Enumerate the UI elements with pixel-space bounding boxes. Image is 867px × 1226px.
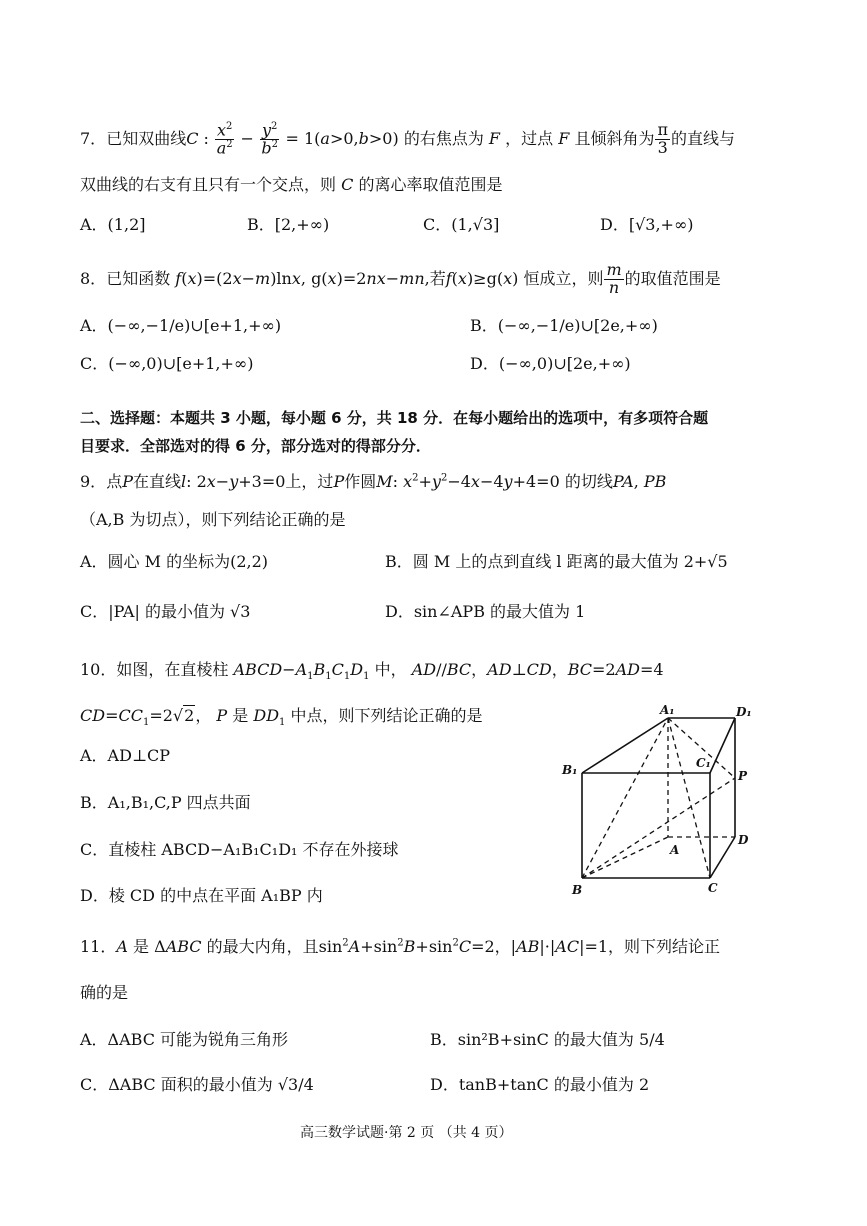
q7-option-c: C．(1,√3]	[423, 215, 500, 234]
q8-option-c: C．(−∞,0)∪[e+1,+∞)	[80, 354, 254, 373]
q10-option-d: D．棱 CD 的中点在平面 A₁BP 内	[80, 886, 323, 905]
q10-line2: $CD=CC_1=2√2$， P 是 $DD_1$ 中点，则下列结论正确的是	[80, 706, 483, 729]
section2-line1: 二、选择题：本题共 3 小题，每小题 6 分，共 18 分．在每小题给出的选项中，有多项符合题	[80, 409, 709, 427]
q10-option-b: B．A₁,B₁,C,P 四点共面	[80, 793, 251, 812]
q9-line2: （A,B 为切点），则下列结论正确的是	[80, 510, 346, 529]
label-c: C	[708, 881, 718, 895]
page-footer: 高三数学试题·第 2 页 （共 4 页）	[300, 1125, 513, 1141]
q9-line1: 9．点P在直线l: 2x−y+3=0上，过P作圆M: $x^2+y^2-4x-4y+4=0$ 的切线PA, PB	[80, 472, 667, 491]
q9-option-b: B．圆 M 上的点到直线 l 距离的最大值为 2+√5	[385, 552, 728, 571]
q9-option-c: C．|PA| 的最小值为 √3	[80, 602, 251, 621]
prism-figure	[560, 700, 780, 900]
q11-option-c: C．ΔABC 面积的最小值为 √3/4	[80, 1075, 314, 1094]
q11-option-d: D．tanB+tanC 的最小值为 2	[430, 1075, 650, 1094]
q7-option-d: D．[√3,+∞)	[600, 215, 694, 234]
q7-line2: 双曲线的右支有且只有一个交点，则 C 的离心率取值范围是	[80, 175, 503, 194]
q9-option-d: D．sin∠APB 的最大值为 1	[385, 602, 586, 621]
label-d: D	[738, 833, 749, 847]
label-a1: A₁	[660, 703, 675, 717]
q8-option-b: B．(−∞,−1/e)∪[2e,+∞)	[470, 316, 658, 335]
label-d1: D₁	[736, 705, 752, 719]
q8-line1: 8．已知函数 f(x)=(2x−m)lnx, g(x)=2nx−mn,若f(x)≥g(x) 恒成立，则 $\frac{m}{n}$ 的取值范围是	[80, 260, 721, 297]
q11-option-b: B．sin²B+sinC 的最大值为 5/4	[430, 1030, 665, 1049]
q8-option-d: D．(−∞,0)∪[2e,+∞)	[470, 354, 631, 373]
label-p: P	[738, 769, 748, 783]
section2-line2: 目要求．全部选对的得 6 分，部分选对的得部分分．	[80, 437, 431, 455]
label-c1: C₁	[696, 756, 711, 770]
label-b1: B₁	[562, 763, 578, 777]
q11-line2: 确的是	[80, 983, 129, 1002]
q11-line1: 11．A 是 ΔABC 的最大内角，且$\sin^2A+\sin^2B+\sin^2C=2$，|AB|·|AC|=1，则下列结论正	[80, 937, 721, 956]
q8-option-a: A．(−∞,−1/e)∪[e+1,+∞)	[80, 316, 282, 335]
label-a: A	[670, 843, 680, 857]
label-b: B	[572, 883, 583, 897]
q7-option-a: A．(1,2]	[80, 215, 146, 234]
q10-option-c: C．直棱柱 ABCD−A₁B₁C₁D₁ 不存在外接球	[80, 840, 399, 859]
q10-option-a: A．AD⊥CP	[80, 746, 170, 765]
q11-option-a: A．ΔABC 可能为锐角三角形	[80, 1030, 289, 1049]
q10-line1: 10．如图，在直棱柱 $ABCD-A_1B_1C_1D_1$ 中， AD//BC，AD⊥CD，BC=2AD=4	[80, 660, 664, 683]
q7-line1: 7．已知双曲线C : $\frac{x^2}{a^2}$ − $\frac{y^2}{b^2}$ = 1(a>0,b>0) 的右焦点为 F ，过点 F 且倾斜角为 $\frac{\pi}{3}$ 的直线与	[80, 120, 735, 158]
q7-option-b: B．[2,+∞)	[247, 215, 330, 234]
q9-option-a: A．圆心 M 的坐标为(2,2)	[80, 552, 269, 571]
